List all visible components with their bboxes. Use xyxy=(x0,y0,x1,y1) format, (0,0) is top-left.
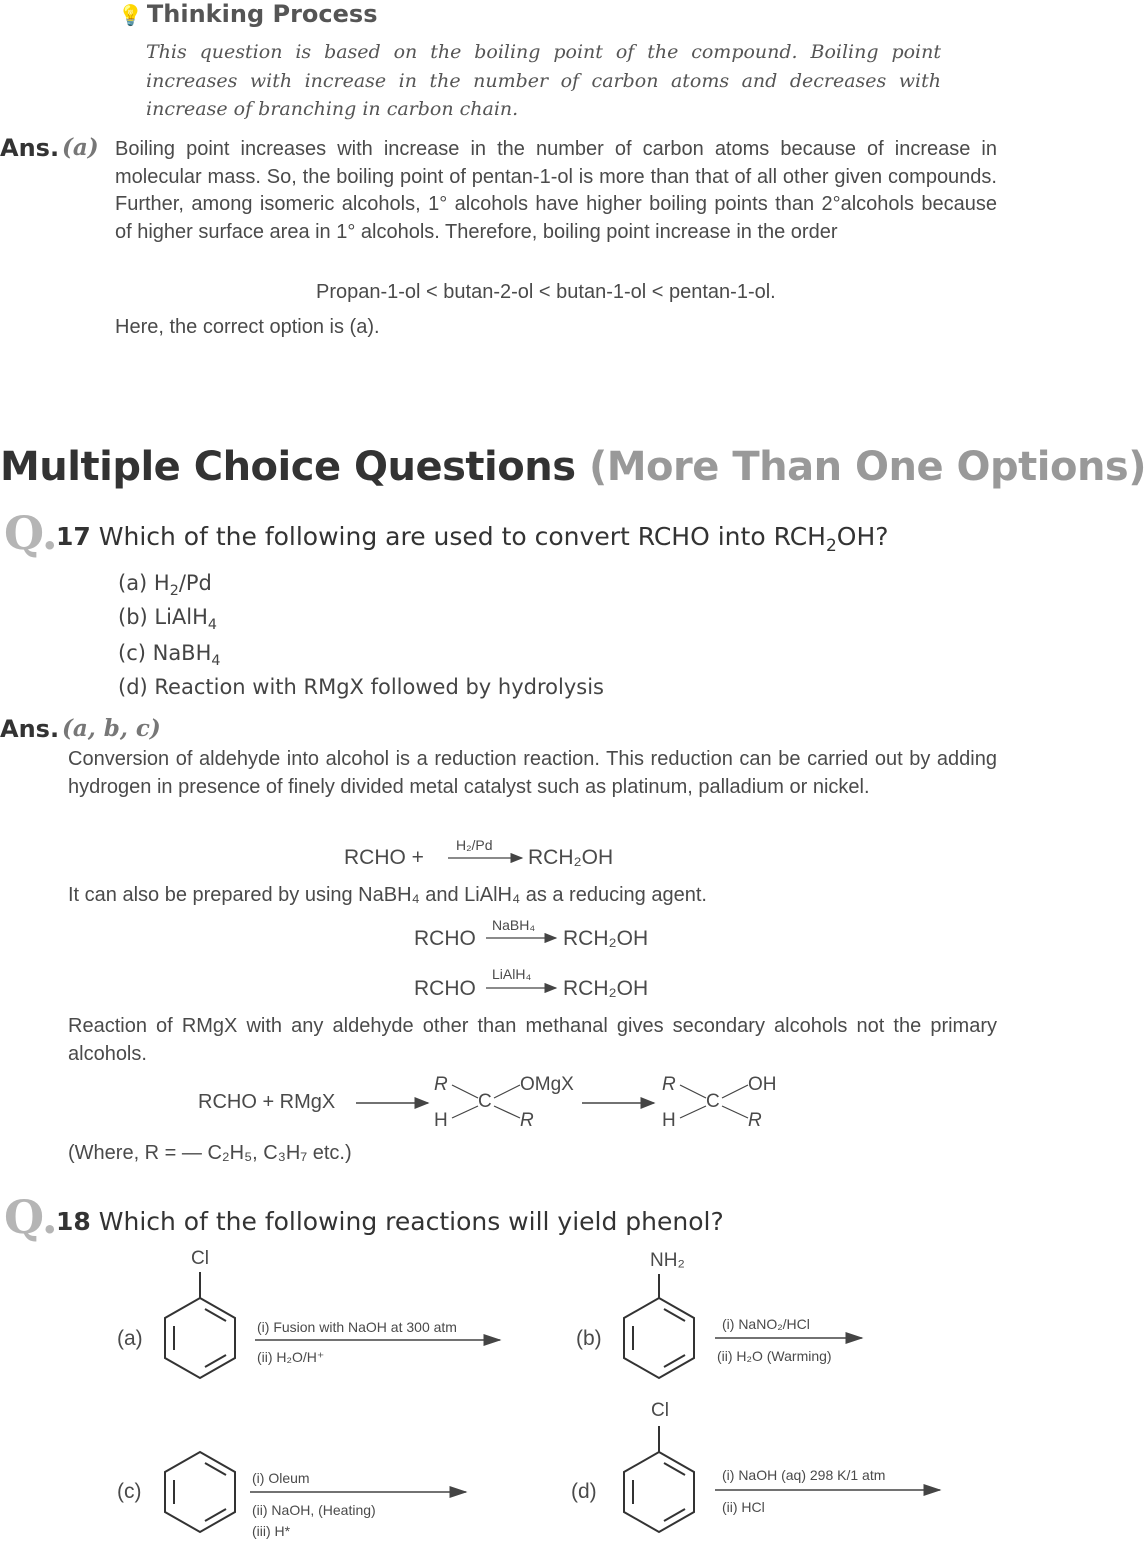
grignard-h2: H xyxy=(662,1110,676,1131)
reaction-c-label: (c) xyxy=(117,1480,142,1503)
thinking-process-body: This question is based on the boiling point of the compound. Boiling point increases with increase in the number of carbon atoms and decreases with increase of branching in carbon chain. xyxy=(146,41,941,120)
reaction-d-substituent: Cl xyxy=(651,1400,669,1421)
option-d: (d) Reaction with RMgX followed by hydrolysis xyxy=(118,675,604,699)
grignard-r: R xyxy=(434,1074,448,1095)
reaction-a-reagent-2: (ii) H₂O/H⁺ xyxy=(257,1349,325,1365)
reaction-d-reagent-2: (ii) HCl xyxy=(722,1499,765,1515)
reaction-c-reagent-3: (iii) H* xyxy=(252,1523,291,1539)
answer-label: Ans. xyxy=(0,134,60,162)
eq1-right: RCH₂OH xyxy=(528,846,614,869)
grignard-c: C xyxy=(478,1091,492,1112)
question-17-text: 17 Which of the following are used to convert RCHO into $RCH_2OH$? xyxy=(56,522,889,556)
lightbulb-icon: 💡 xyxy=(118,3,143,27)
benzene-ring-b xyxy=(624,1274,694,1378)
grignard-h: H xyxy=(434,1110,448,1131)
reaction-d-reagent-1: (i) NaOH (aq) 298 K/1 atm xyxy=(722,1467,886,1483)
reaction-d-label: (d) xyxy=(571,1480,597,1503)
reaction-c-reagent-2: (ii) NaOH, (Heating) xyxy=(252,1502,376,1518)
thinking-process-title: 💡 Thinking Process xyxy=(118,0,378,28)
answer-17-para2: It can also be prepared by using NaBH₄ and LiAlH₄ as a reducing agent. xyxy=(68,884,707,906)
eq3-reagent: LiAlH₄ xyxy=(492,966,532,982)
answer-option-17: (a, b, c) xyxy=(62,715,161,742)
eq1-left: RCHO + xyxy=(344,846,424,869)
grignard-c2: C xyxy=(706,1091,720,1112)
option-c: (c) NaBH$_4$ xyxy=(118,641,221,670)
option-a: (a) $H_2/Pd$ xyxy=(118,571,212,600)
answer-option: (a) xyxy=(62,134,99,161)
eq3-right: RCH₂OH xyxy=(563,977,649,1000)
reaction-b-label: (b) xyxy=(576,1327,602,1350)
grignard-oh: OH xyxy=(748,1074,777,1095)
reaction-a-reagent-1: (i) Fusion with NaOH at 300 atm xyxy=(257,1319,457,1335)
benzene-ring-c xyxy=(165,1452,235,1532)
question-mark-17: Q. xyxy=(4,506,58,560)
reaction-b-reagent-1: (i) NaNO₂/HCl xyxy=(722,1316,810,1332)
benzene-ring-a xyxy=(165,1272,235,1378)
answer-label-17: Ans. xyxy=(0,715,60,743)
boiling-order: Propan-1-ol < butan-2-ol < butan-1-ol < pentan-1-ol. xyxy=(316,281,776,303)
eq2-reagent: NaBH₄ xyxy=(492,917,536,933)
eq2-right: RCH₂OH xyxy=(563,927,649,950)
grignard-r2: R xyxy=(520,1110,534,1131)
reaction-c-reagent-1: (i) Oleum xyxy=(252,1470,310,1486)
benzene-ring-d xyxy=(624,1426,694,1532)
answer-17-para1: Conversion of aldehyde into alcohol is a reduction reaction. This reduction can be carried out by adding hydrogen in presence of finely divided metal catalyst such as platinum, palladium or nickel. xyxy=(68,748,997,798)
grignard-r4: R xyxy=(748,1110,762,1131)
eq3-left: RCHO xyxy=(414,977,476,1000)
reaction-a-substituent: Cl xyxy=(191,1248,209,1269)
grignard-omgx: OMgX xyxy=(520,1074,574,1095)
question-18-text: 18 Which of the following reactions will yield phenol? xyxy=(56,1207,724,1236)
eq1-reagent: H₂/Pd xyxy=(456,837,493,853)
grignard-left: RCHO + RMgX xyxy=(198,1091,336,1113)
section-title: Multiple Choice Questions (More Than One Options) xyxy=(0,444,1146,490)
answer-17-para3: Reaction of RMgX with any aldehyde other than methanal gives secondary alcohols not the primary alcohols. xyxy=(68,1015,997,1065)
reaction-b-substituent: NH₂ xyxy=(650,1250,685,1271)
answer-paragraph: Boiling point increases with increase in the number of carbon atoms because of increase in molecular mass. So, the boiling point of pentan-1-ol is more than that of all other given compounds. Further, among isomeric alcohols, 1° alcohols have higher boiling points than 2°alcohols because of higher surface area in 1° alcohols. Therefore, boiling point increase in the order xyxy=(115,138,997,243)
option-b: (b) LiAlH$_4$ xyxy=(118,605,217,634)
answer-conclusion: Here, the correct option is (a). xyxy=(115,316,380,338)
question-mark-18: Q. xyxy=(4,1190,58,1244)
eq2-left: RCHO xyxy=(414,927,476,950)
where-note: (Where, R = — C₂H₅, C₃H₇ etc.) xyxy=(68,1142,352,1164)
reaction-a-label: (a) xyxy=(117,1327,143,1350)
grignard-r3: R xyxy=(662,1074,676,1095)
reaction-b-reagent-2: (ii) H₂O (Warming) xyxy=(717,1348,832,1364)
